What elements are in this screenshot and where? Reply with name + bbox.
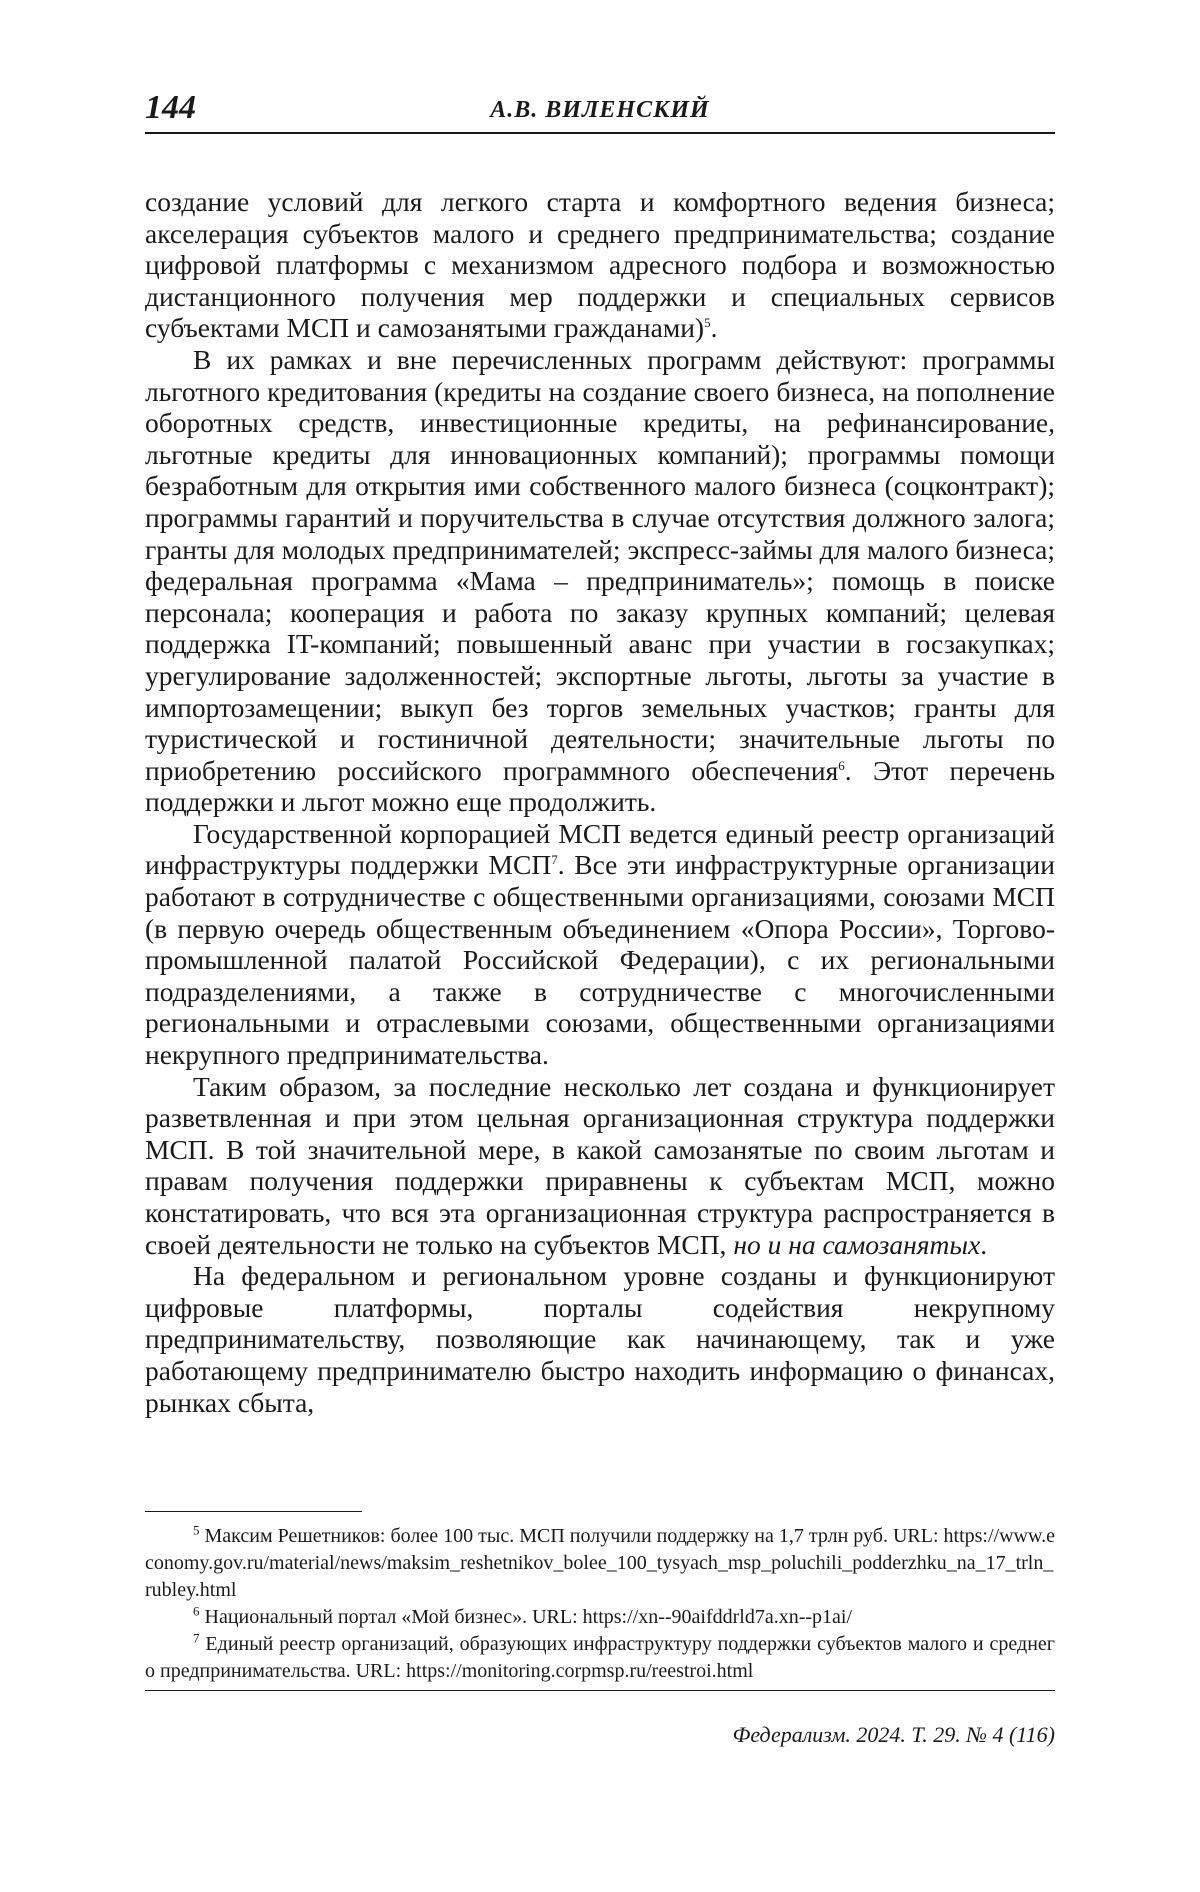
footnote-ref: 6	[838, 758, 845, 773]
footnote-ref: 5	[704, 315, 711, 330]
paragraph-text: Государственной корпорацией МСП ведется единый реестр организаций инфраструктуры поддержки МСП	[145, 818, 1055, 881]
paragraph	[145, 818, 1055, 1071]
footnote	[145, 1631, 1055, 1685]
paragraph	[145, 344, 1055, 818]
paragraph-end: .	[980, 1229, 987, 1260]
paragraph	[145, 186, 1055, 344]
paragraph-text: создание условий для легкого старта и комфортного ведения бизнеса; акселерация субъектов малого и среднего предпринимательства; создание цифровой платформы с механизмом адресного подбора и возможностью дистанционного получения мер поддержки и специальных сервисов субъектами МСП и самозанятыми гражданами)	[145, 186, 1055, 343]
footnote-number: 7	[193, 1630, 200, 1645]
running-author: А.В. ВИЛЕНСКИЙ	[145, 94, 1055, 126]
paragraph-text-cont: . Этот перечень поддержки и льгот можно еще продолжить.	[145, 755, 1055, 818]
paragraph	[145, 1260, 1055, 1418]
paragraph-end: .	[711, 312, 718, 343]
footnote-ref: 7	[551, 852, 558, 867]
running-header	[145, 88, 1055, 134]
footnote-text: Национальный портал «Мой бизнес». URL: https://xn--90aifddrld7a.xn--p1ai/	[200, 1606, 853, 1628]
footnotes	[145, 1523, 1055, 1685]
paragraph-text: В их рамках и вне перечисленных программ действуют: программы льготного кредитования (кредиты на создание своего бизнеса, на пополнение оборотных средств, инвестиционные кредиты, на рефинансирование, льготные кредиты для инновационных компаний); программы помощи безработным для открытия ими собственного малого бизнеса (соцконтракт); программы гарантий и поручительства в случае отсутствия должного залога; гранты для молодых предпринимателей; экспресс-займы для малого бизнеса; федеральная программа «Мама – предприниматель»; помощь в поиске персонала; кооперация и работа по заказу крупных компаний; целевая поддержка IT-компаний; повышенный аванс при участии в госзакупках; урегулирование задолженностей; экспортные льготы, льготы за участие в импортозамещении; выкуп без торгов земельных участков; гранты для туристической и гостиничной деятельности; значительные льготы по приобретению российского программного обеспечения	[145, 344, 1055, 786]
footnote-text: Единый реестр организаций, образующих инфраструктуру поддержки субъектов малого и среднего предпринимательства. URL: https://monitoring.corpmsp.ru/reestroi.html	[145, 1633, 1055, 1682]
paragraph-text-cont: . Все эти инфраструктурные организации работают в сотрудничестве с общественными организациями, союзами МСП (в первую очередь общественным объединением «Опора России», Торгово-промышленной палатой Российской Федерации), с их региональными подразделениями, а также в сотрудничестве с многочисленными региональными и отраслевыми союзами, общественными организациями некрупного предпринимательства.	[145, 849, 1055, 1070]
journal-citation: Федерализм. 2024. Т. 29. № 4 (116)	[145, 1720, 1055, 1750]
main-text	[145, 186, 1055, 1418]
footnote	[145, 1604, 1055, 1631]
footnote-divider	[145, 1511, 362, 1512]
footnote-number: 6	[193, 1603, 200, 1618]
footer-divider	[145, 1690, 1055, 1691]
footnote-number: 5	[193, 1522, 200, 1537]
paragraph	[145, 1071, 1055, 1261]
paragraph-text: На федеральном и региональном уровне созданы и функционируют цифровые платформы, порталы содействия некрупному предпринимательству, позволяющие как начинающему, так и уже работающему предпринимателю быстро находить информацию о финансах, рынках сбыта,	[145, 1260, 1055, 1417]
italic-emphasis: но и на самозанятых	[733, 1229, 980, 1260]
page-number: 144	[145, 88, 196, 128]
paragraph-text: Таким образом, за последние несколько лет создана и функционирует разветвленная и при этом цельная организационная структура поддержки МСП. В той значительной мере, в какой самозанятые по своим льготам и правам получения поддержки приравнены к субъектам МСП, можно констатировать, что вся эта организационная структура распространяется в своей деятельности не только на субъектов МСП,	[145, 1071, 1055, 1260]
footnote	[145, 1523, 1055, 1604]
footnote-text: Максим Решетников: более 100 тыс. МСП получили поддержку на 1,7 трлн руб. URL: https://www.economy.gov.ru/material/news/maksim_reshetnikov_bolee_100_tysyach_msp_poluchili_podderzhku_na_17_trln_rubley.html	[145, 1525, 1055, 1601]
